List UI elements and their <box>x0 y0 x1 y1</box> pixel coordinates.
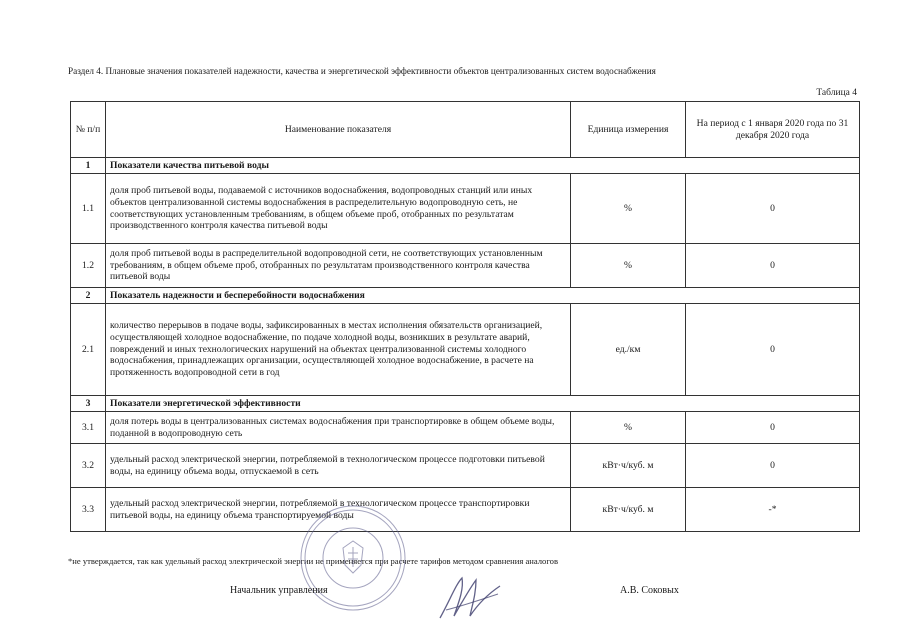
table-row <box>71 244 860 288</box>
section-row <box>71 158 860 174</box>
indicator-value: 0 <box>686 304 860 396</box>
indicator-unit: кВт·ч/куб. м <box>571 444 686 488</box>
official-stamp <box>298 503 408 613</box>
indicator-value: 0 <box>686 412 860 444</box>
row-num: 3.3 <box>71 488 106 532</box>
table-row <box>71 304 860 396</box>
row-num: 3.1 <box>71 412 106 444</box>
row-num: 3.2 <box>71 444 106 488</box>
row-num: 1 <box>71 158 106 174</box>
table-row <box>71 488 860 532</box>
header-num: № п/п <box>71 102 106 158</box>
table-row <box>71 444 860 488</box>
indicator-value: 0 <box>686 244 860 288</box>
row-num: 1.2 <box>71 244 106 288</box>
indicator-name: удельный расход электрической энергии, потребляемой в технологическом процессе подготовки питьевой воды, на единицу объема воды, отпускаемой в сеть <box>106 444 571 488</box>
indicator-name: доля потерь воды в централизованных системах водоснабжения при транспортировке в общем объеме воды, поданной в водопроводную сеть <box>106 412 571 444</box>
indicator-unit: ед./км <box>571 304 686 396</box>
section-row <box>71 288 860 304</box>
table-header-row <box>71 102 860 158</box>
row-num: 2 <box>71 288 106 304</box>
indicator-name: удельный расход электрической энергии, потребляемой в технологическом процессе транспортировки питьевой воды, на единицу объема транспортируемой воды <box>106 488 571 532</box>
indicator-unit: % <box>571 244 686 288</box>
signatory-name: А.В. Соковых <box>620 585 679 596</box>
indicator-unit: % <box>571 412 686 444</box>
indicator-value: -* <box>686 488 860 532</box>
section-row <box>71 396 860 412</box>
header-name: Наименование показателя <box>106 102 571 158</box>
row-num: 3 <box>71 396 106 412</box>
indicators-table <box>70 101 860 532</box>
signature <box>432 570 507 625</box>
indicator-value: 0 <box>686 444 860 488</box>
indicator-unit: кВт·ч/куб. м <box>571 488 686 532</box>
signatory-title: Начальник управления <box>230 585 328 596</box>
indicator-value: 0 <box>686 174 860 244</box>
table-row <box>71 412 860 444</box>
table-row <box>71 174 860 244</box>
section-name: Показатель надежности и бесперебойности водоснабжения <box>106 288 860 304</box>
indicator-unit: % <box>571 174 686 244</box>
header-unit: Единица измерения <box>571 102 686 158</box>
indicator-name: доля проб питьевой воды, подаваемой с источников водоснабжения, водопроводных станций или иных объектов централизованной системы водоснабжения в распределительную водопроводную сеть, не соответствующих установленным требованиям, в общем объеме проб, отобранных по результатам производственного контроля качества питьевой воды <box>106 174 571 244</box>
row-num: 2.1 <box>71 304 106 396</box>
section-name: Показатели качества питьевой воды <box>106 158 860 174</box>
section-name: Показатели энергетической эффективности <box>106 396 860 412</box>
indicator-name: доля проб питьевой воды в распределительной водопроводной сети, не соответствующих установленным требованиям, в общем объеме проб, отобранных по результатам производственного контроля качества питьевой воды <box>106 244 571 288</box>
table-label: Таблица 4 <box>816 88 857 98</box>
indicator-name: количество перерывов в подаче воды, зафиксированных в местах исполнения обязательств организацией, осуществляющей холодное водоснабжение, по подаче холодной воды, возникших в результате аварий, повреждений и иных технологических нарушений на объектах централизованной системы холодного водоснабжения, принадлежащих организации, осуществляющей холодное водоснабжение, в расчете на протяженность водопроводной сети в год <box>106 304 571 396</box>
row-num: 1.1 <box>71 174 106 244</box>
section-title: Раздел 4. Плановые значения показателей надежности, качества и энергетической эффективности объектов централизованных систем водоснабжения <box>68 66 656 76</box>
footnote: *не утверждается, так как удельный расход электрической энергии не применяется при расчете тарифов методом сравнения аналогов <box>68 556 558 566</box>
header-period: На период с 1 января 2020 года по 31 декабря 2020 года <box>686 102 860 158</box>
